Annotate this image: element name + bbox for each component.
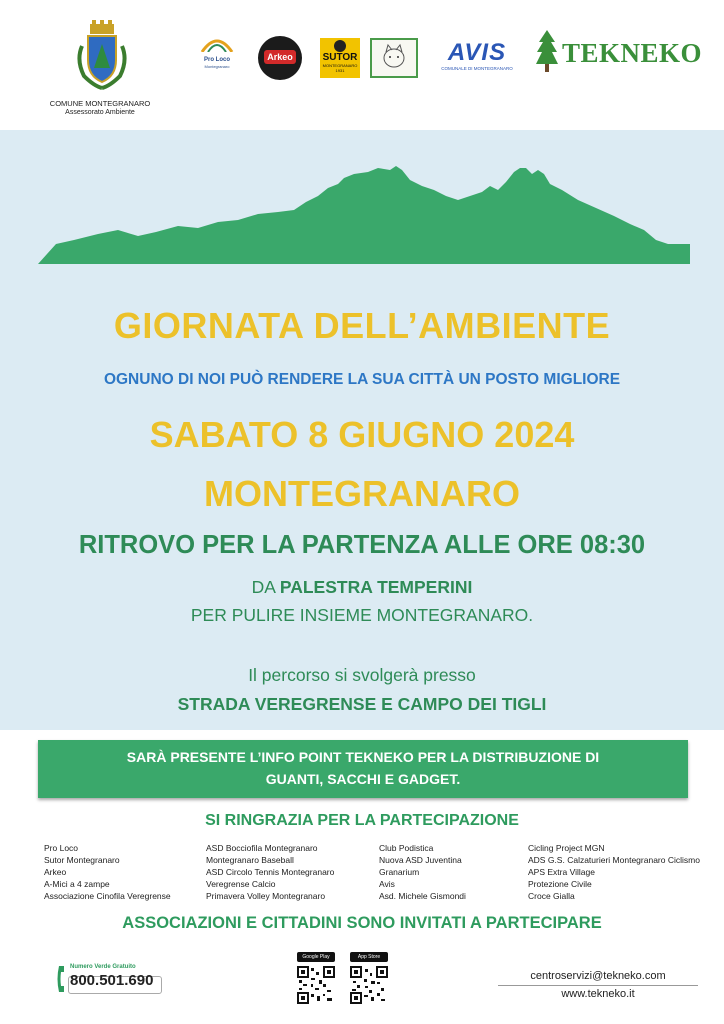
sponsor-item: Asd. Michele Gismondi: [379, 891, 466, 901]
app-store-badge[interactable]: App Store: [350, 952, 388, 962]
montegranaro-crest-icon: [74, 20, 130, 92]
event-tagline: OGNUNO DI NOI PUÒ RENDERE LA SUA CITTÀ UN POSTO MIGLIORE: [103, 371, 621, 388]
sponsor-item: Primavera Volley Montegranaro: [206, 891, 326, 901]
tekneko-logo: [536, 30, 703, 76]
avis-name: AVIS: [447, 39, 507, 66]
sponsor-item: ASD Circolo Tennis Montegranaro: [206, 867, 335, 877]
footer-divider: [498, 985, 698, 986]
app-store-qr-code-icon[interactable]: [350, 966, 388, 1004]
avis-subtitle: COMUNALE DI MONTEGRANARO: [441, 66, 513, 71]
sutor-town: MONTEGRANARO: [322, 63, 358, 68]
sponsor-column-1: [44, 842, 171, 902]
proloco-name: Pro Loco: [203, 57, 230, 63]
toll-free-label: Numero Verde Gratuito: [70, 964, 136, 970]
sutor-name: SUTOR: [322, 52, 358, 63]
meeting-point-name: PALESTRA TEMPERINI: [279, 577, 473, 597]
thanks-heading: SI RINGRAZIA PER LA PARTECIPAZIONE: [205, 812, 519, 829]
sponsor-item: Montegranaro Baseball: [206, 855, 294, 865]
sponsor-column-2: [206, 842, 334, 902]
sponsor-item: Club Podistica: [379, 843, 434, 853]
sponsor-item: Nuova ASD Juventina: [379, 855, 462, 865]
sponsor-item: Protezione Civile: [528, 879, 592, 889]
phone-number[interactable]: 800.501.690: [70, 972, 154, 989]
sponsor-item: Veregrense Calcio: [206, 879, 276, 889]
proloco-town: Montegranaro: [204, 64, 230, 69]
sponsor-item: Sutor Montegranaro: [44, 855, 120, 865]
comune-label: [30, 99, 170, 117]
invitation-text: ASSOCIAZIONI E CITTADINI SONO INVITATI A PARTECIPARE: [122, 914, 602, 932]
pets-icon: [372, 40, 416, 76]
meeting-point-prefix: DA: [251, 577, 280, 597]
contact-email[interactable]: centroservizi@tekneko.com: [530, 970, 666, 982]
proloco-logo: [196, 34, 238, 68]
header: [0, 0, 724, 130]
sponsor-item: Associazione Cinofila Veregrense: [44, 891, 171, 901]
comune-department: Assessorato Ambiente: [65, 109, 135, 116]
arkeo-name: Arkeo: [264, 50, 296, 64]
sponsor-item: ADS G.S. Calzaturieri Montegranaro Ciclismo: [528, 855, 700, 865]
meeting-point: [0, 577, 724, 598]
google-play-qr-code-icon[interactable]: [297, 966, 335, 1004]
tree-icon: [536, 30, 558, 74]
tekneko-name: TEKNEKO: [562, 38, 703, 68]
sponsor-item: Croce Gialla: [528, 891, 575, 901]
arkeo-logo: [258, 36, 302, 80]
event-place: MONTEGRANARO: [204, 473, 520, 514]
comune-name: COMUNE MONTEGRANARO: [49, 99, 151, 108]
sponsor-item: Arkeo: [44, 867, 67, 877]
sponsor-column-3: [379, 842, 466, 902]
event-title: GIORNATA DELL’AMBIENTE: [113, 305, 611, 346]
sponsor-item: Granarium: [379, 867, 420, 877]
meeting-time: RITROVO PER LA PARTENZA ALLE ORE 08:30: [78, 531, 646, 559]
info-point-banner: [38, 740, 688, 798]
sponsor-item: ASD Bocciofila Montegranaro: [206, 843, 318, 853]
avis-logo: [436, 40, 518, 76]
route-streets: STRADA VEREGRENSE E CAMPO DEI TIGLI: [177, 694, 547, 714]
sutor-year: 1931: [335, 68, 345, 73]
sutor-logo: [320, 38, 360, 78]
sponsor-item: Avis: [379, 879, 395, 889]
phone-icon: [56, 964, 68, 994]
google-play-badge[interactable]: Google Play: [297, 952, 335, 962]
sponsor-item: Pro Loco: [44, 843, 79, 853]
sponsor-item: A-Mici a 4 zampe: [44, 879, 110, 889]
city-skyline-graphic: [38, 160, 690, 268]
proloco-arch-icon: [196, 34, 238, 52]
sponsor-item: APS Extra Village: [528, 867, 595, 877]
info-point-line-2: GUANTI, SACCHI E GADGET.: [265, 771, 461, 787]
website-link[interactable]: www.tekneko.it: [561, 988, 635, 1000]
sutor-ball-icon: [334, 40, 346, 52]
info-point-line-1: SARÀ PRESENTE L’INFO POINT TEKNEKO PER LA DISTRIBUZIONE DI: [126, 749, 600, 765]
event-purpose: PER PULIRE INSIEME MONTEGRANARO.: [190, 605, 534, 625]
amici-4-zampe-logo: [370, 38, 418, 78]
sponsor-column-4: [528, 842, 700, 902]
event-date: SABATO 8 GIUGNO 2024: [149, 414, 575, 455]
route-intro: Il percorso si svolgerà presso: [248, 665, 476, 685]
sponsor-item: Cicling Project MGN: [528, 843, 605, 853]
